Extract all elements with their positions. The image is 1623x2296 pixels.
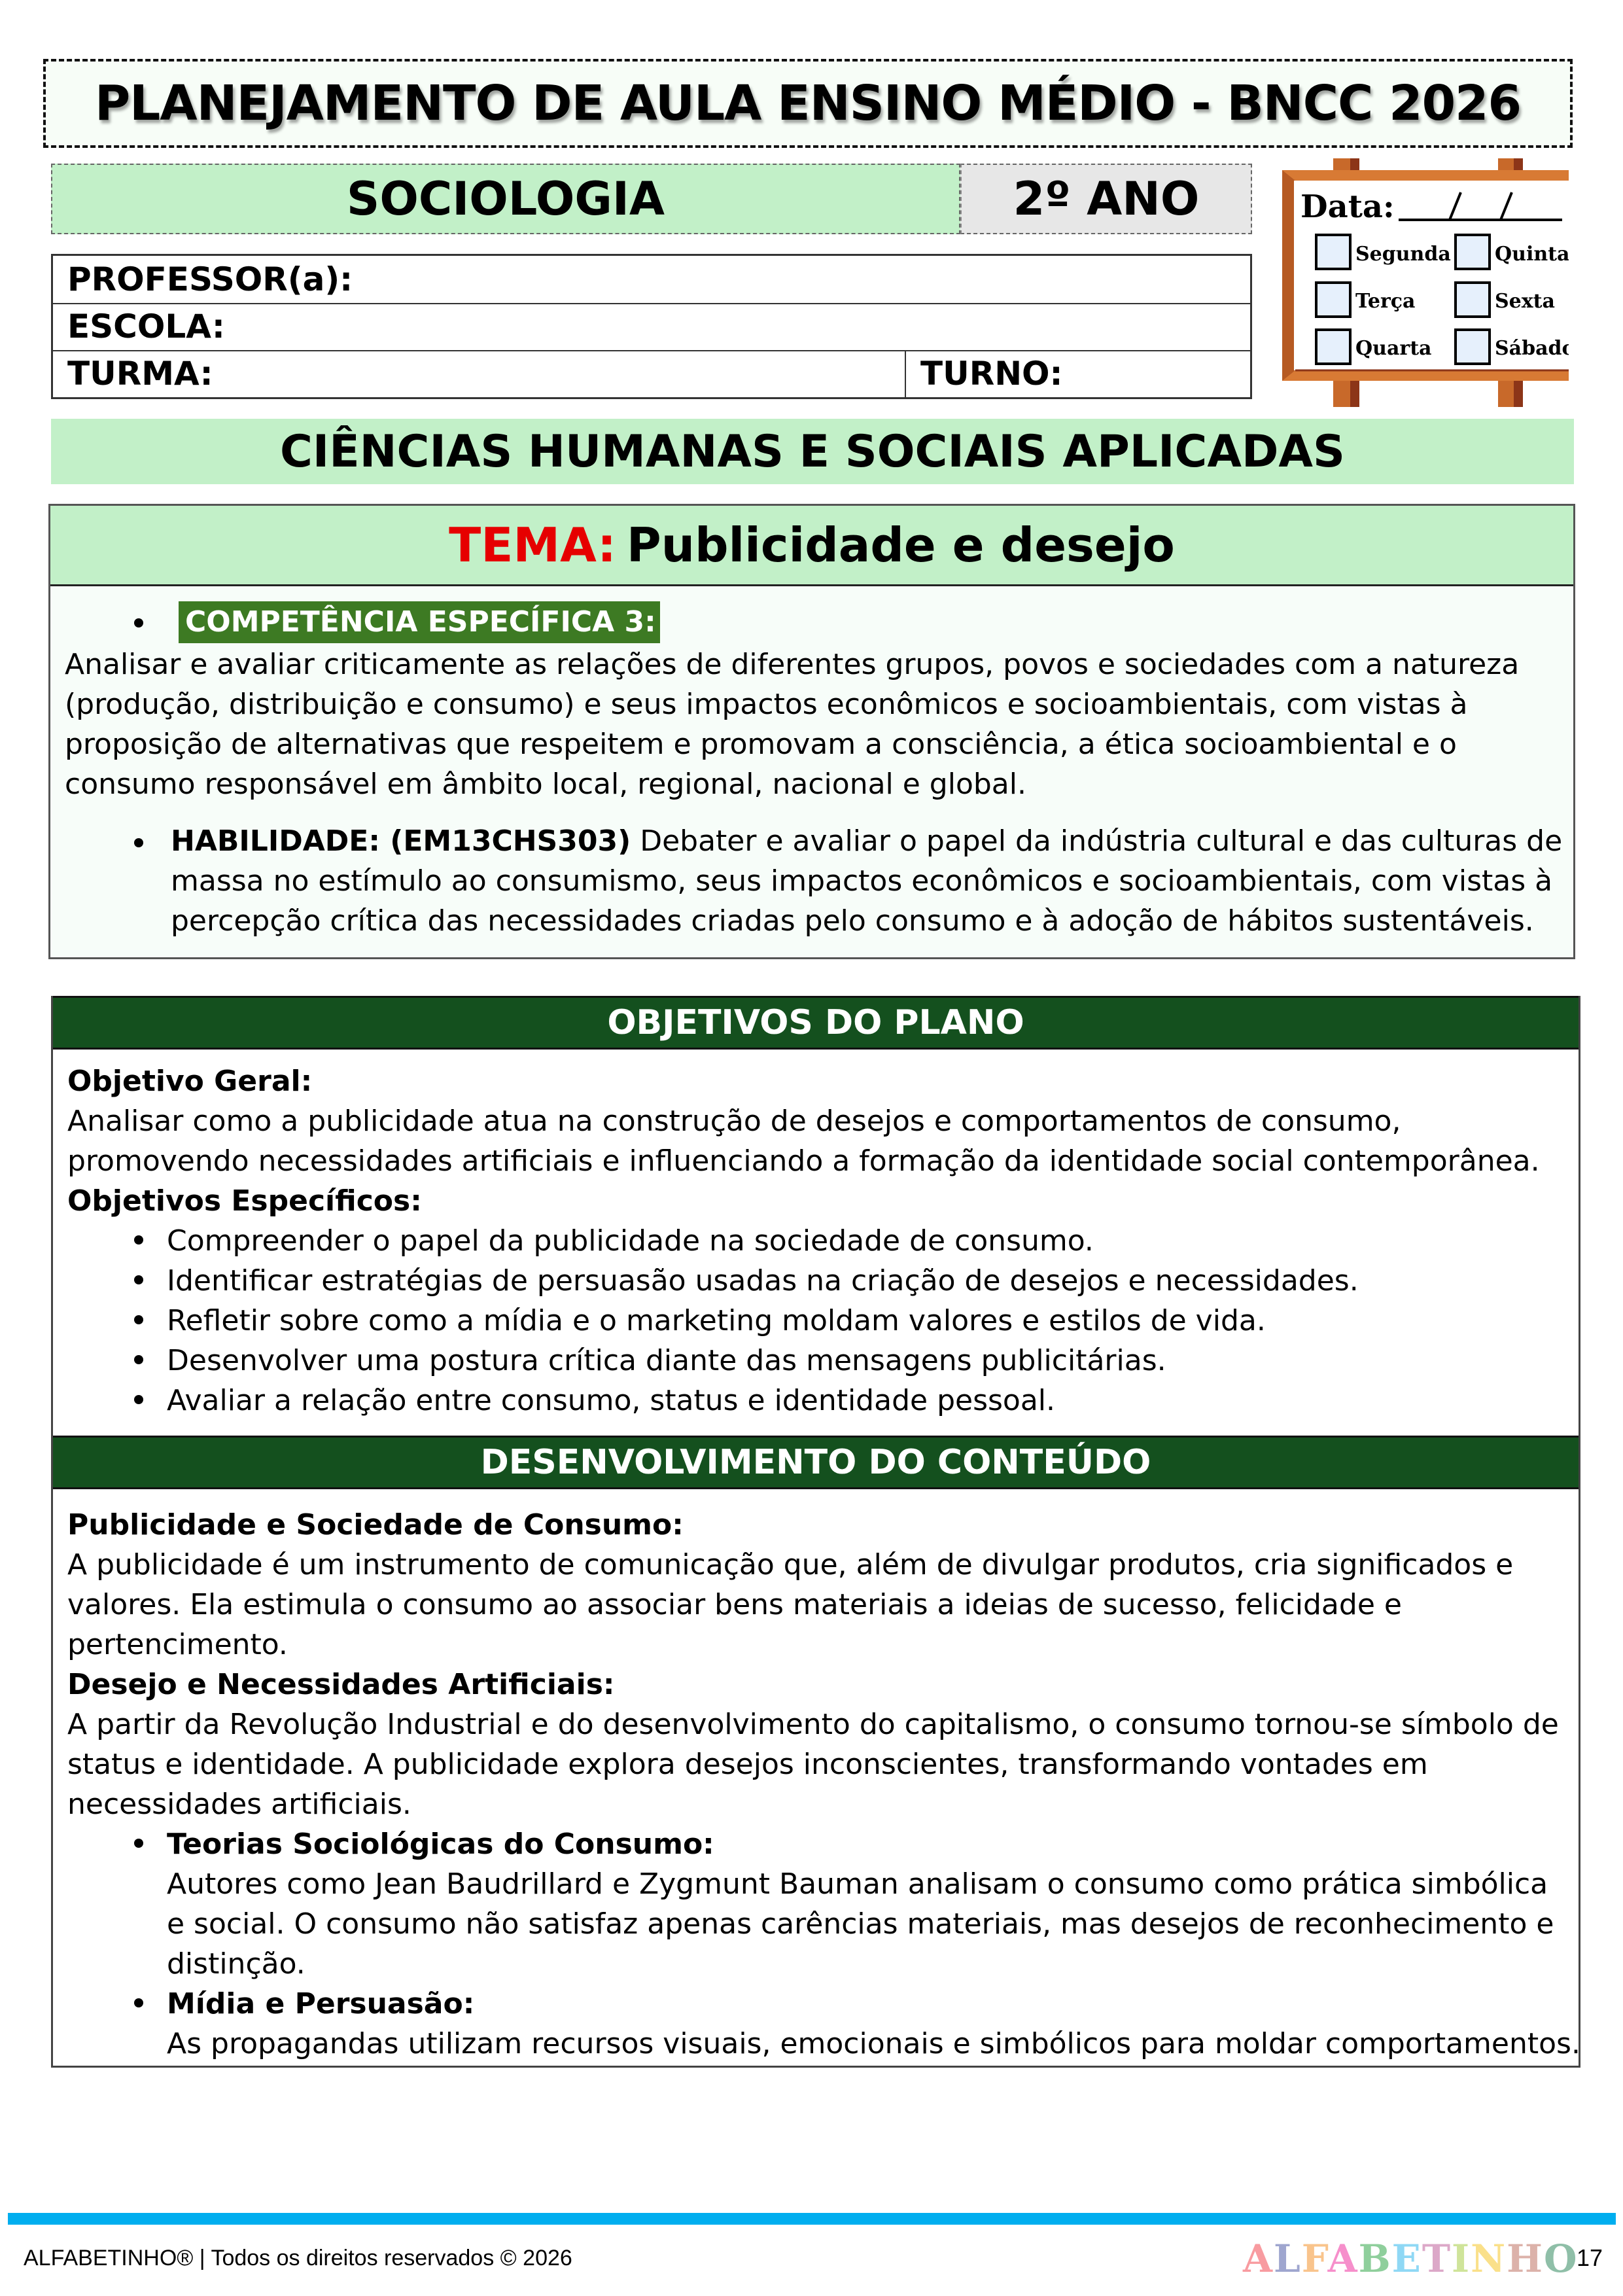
checkbox-terca[interactable] (1316, 283, 1350, 317)
logo-letter: A (1327, 2236, 1359, 2281)
habilidade-text: Debater e avaliar o papel da indústria cultural e das culturas de massa no estímulo ao consumismo, seus impactos econômicos e socioambientais, com vistas à percepção crítica das necessidades criadas pelo consumo e à adoção de hábitos sustentáveis. (171, 824, 1563, 938)
sec3-text: Autores como Jean Baudrillard e Zygmunt Bauman analisam o consumo como prática simbólica e social. O consumo não satisfaz apenas carências materiais, mas desejos de reconhecimento e distinção. (167, 1867, 1554, 1981)
sec1-label: Publicidade e Sociedade de Consumo: (67, 1508, 684, 1542)
day-terca: Terça (1355, 290, 1416, 313)
sec1-text: A publicidade é um instrumento de comunicação que, além de divulgar produtos, cria significados e valores. Ela estimula o consumo ao associar bens materiais a ideias de sucesso, felicidade e pertencimento. (67, 1548, 1514, 1661)
turma-label: TURMA: (67, 355, 213, 393)
sec2-label: Desejo e Necessidades Artificiais: (67, 1668, 615, 1701)
objetivo-item: Avaliar a relação entre consumo, status e identidade pessoal. (167, 1384, 1056, 1417)
bullet-icon (134, 1839, 143, 1848)
tema-label: TEMA: (449, 518, 616, 573)
page-title: PLANEJAMENTO DE AULA ENSINO MÉDIO - BNCC 2026 (94, 75, 1522, 132)
desenvolvimento-header (53, 1436, 1579, 1489)
checkbox-segunda[interactable] (1316, 235, 1350, 269)
logo-letter: I (1452, 2236, 1471, 2281)
habilidade-paragraph (171, 821, 1564, 941)
day-quinta: Quinta (1495, 243, 1569, 266)
date-board (1281, 152, 1569, 414)
bullet-icon (134, 1355, 143, 1364)
page-number: 17 (1577, 2244, 1603, 2271)
logo-letter: B (1358, 2236, 1392, 2281)
bullet-icon (134, 1275, 143, 1284)
habilidade-label: HABILIDADE: (EM13CHS303) (171, 824, 631, 858)
date-label: Data: (1300, 188, 1395, 225)
escola-label: ESCOLA: (67, 308, 225, 345)
logo-letter: L (1274, 2236, 1302, 2281)
objetivos-especificos-label: Objetivos Específicos: (67, 1184, 422, 1218)
turno-label: TURNO: (920, 355, 1063, 393)
tema-section (48, 504, 1575, 959)
competencia-badge: COMPETÊNCIA ESPECÍFICA 3: (179, 601, 660, 643)
tema-header (50, 506, 1573, 586)
logo-letter: A (1243, 2236, 1274, 2281)
objetivos-header (53, 996, 1579, 1050)
objetivo-item: Desenvolver uma postura crítica diante das mensagens publicitárias. (167, 1344, 1166, 1377)
grade-cell (960, 164, 1252, 234)
objetivo-geral-text: Analisar como a publicidade atua na construção de desejos e comportamentos de consumo, promovendo necessidades artificiais e influenciando a formação da identidade social contemporânea. (67, 1104, 1540, 1178)
objetivos-heading: OBJETIVOS DO PLANO (607, 1003, 1024, 1042)
turno-cell[interactable] (905, 350, 1063, 397)
title-banner (43, 59, 1573, 148)
tema-value: Publicidade e desejo (626, 518, 1175, 573)
turma-row[interactable] (53, 350, 1250, 397)
bullet-icon (134, 618, 143, 627)
logo-letter: O (1543, 2236, 1579, 2281)
area-label: CIÊNCIAS HUMANAS E SOCIAIS APLICADAS (279, 425, 1345, 478)
objetivo-item: Identificar estratégias de persuasão usadas na criação de desejos e necessidades. (167, 1264, 1359, 1298)
professor-row[interactable] (53, 256, 1250, 304)
checkbox-sexta[interactable] (1456, 283, 1490, 317)
objetivo-item: Compreender o papel da publicidade na sociedade de consumo. (167, 1224, 1094, 1258)
objetivo-geral-label: Objetivo Geral: (67, 1065, 313, 1098)
bullet-icon (134, 1395, 143, 1404)
desenvolvimento-heading: DESENVOLVIMENTO DO CONTEÚDO (480, 1443, 1151, 1482)
professor-label: PROFESSOR(a): (67, 260, 353, 298)
grade-label: 2º ANO (1013, 172, 1200, 226)
logo-letter: T (1422, 2236, 1452, 2281)
checkbox-quarta[interactable] (1316, 330, 1350, 364)
footer-copyright: ALFABETINHO® | Todos os direitos reservados © 2026 (24, 2246, 572, 2270)
bullet-icon (134, 1235, 143, 1245)
logo-letter: F (1301, 2236, 1328, 2281)
day-sexta: Sexta (1495, 290, 1555, 313)
sec2-text: A partir da Revolução Industrial e do desenvolvimento do capitalismo, o consumo tornou-se símbolo de status e identidade. A publicidade explora desejos inconscientes, transformando vontades em necessidades artificiais. (67, 1708, 1559, 1821)
area-banner (51, 419, 1574, 484)
sec4-text: As propagandas utilizam recursos visuais, emocionais e simbólicos para moldar comportamentos. (167, 2027, 1580, 2060)
bullet-icon (134, 1315, 143, 1324)
info-table (51, 254, 1252, 399)
competencia-text: Analisar e avaliar criticamente as relações de diferentes grupos, povos e sociedades com a natureza (produção, distribuição e consumo) e seus impactos econômicos e socioambientais, com vistas à proposição de alternativas que respeitem e promovam a consciência, a ética socioambiental e o consumo responsável em âmbito local, regional, nacional e global. (65, 648, 1520, 801)
checkbox-quinta[interactable] (1456, 235, 1490, 269)
day-quarta: Quarta (1355, 337, 1432, 360)
footer-divider (8, 2213, 1616, 2225)
bullet-icon (134, 838, 143, 847)
day-sabado: Sábado (1495, 337, 1569, 360)
wooden-board-icon (1281, 152, 1569, 414)
logo-letter: N (1471, 2236, 1507, 2281)
checkbox-sabado[interactable] (1456, 330, 1490, 364)
subject-cell (51, 164, 960, 234)
bullet-icon (134, 1998, 143, 2007)
logo-letter: H (1507, 2236, 1544, 2281)
plan-section (51, 996, 1580, 2068)
sec4-label: Mídia e Persuasão: (167, 1987, 475, 2021)
day-segunda: Segunda (1355, 243, 1451, 266)
subject-label: SOCIOLOGIA (346, 172, 665, 226)
objetivo-item: Refletir sobre como a mídia e o marketing moldam valores e estilos de vida. (167, 1304, 1266, 1337)
sec3-label: Teorias Sociológicas do Consumo: (167, 1828, 714, 1861)
escola-row[interactable] (53, 303, 1250, 351)
alfabetinho-logo (1243, 2236, 1579, 2281)
logo-letter: E (1391, 2236, 1422, 2281)
